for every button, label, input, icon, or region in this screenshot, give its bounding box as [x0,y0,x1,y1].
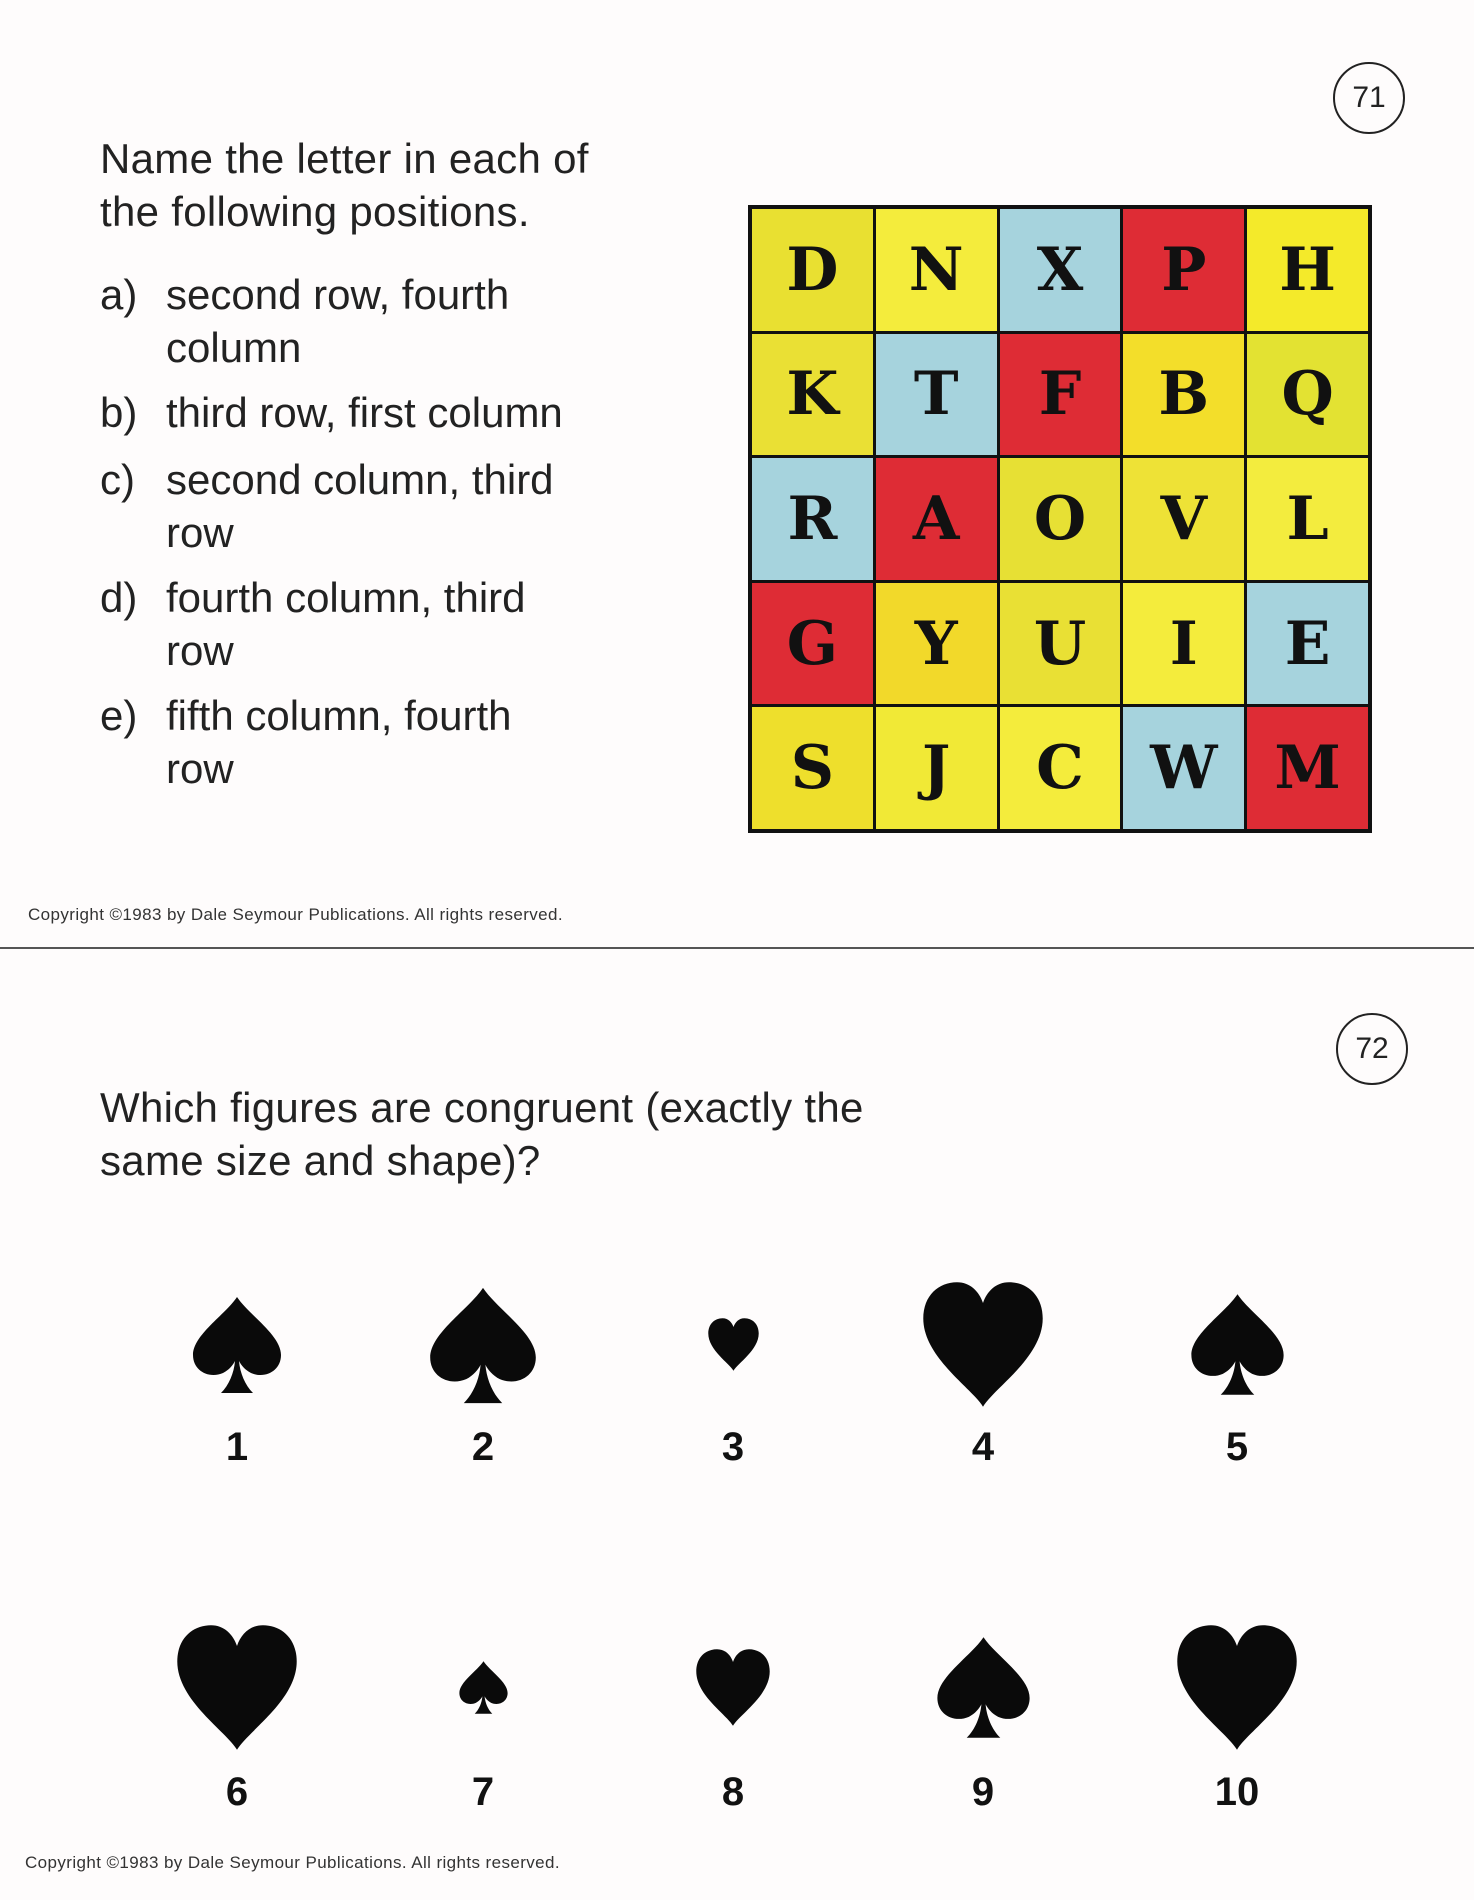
letter-grid [748,205,1372,833]
grid-cell: B [1123,334,1244,456]
grid-cell: V [1123,458,1244,580]
grid-cell: I [1123,583,1244,705]
spade-shape [459,1662,507,1715]
card-number-badge [1336,1013,1408,1085]
grid-cell: X [1000,209,1121,331]
figure-number: 5 [1225,1425,1249,1469]
figure-number: 6 [225,1770,249,1814]
grid-cell: O [1000,458,1121,580]
spade-icon [1185,1290,1290,1399]
question-text-cont: row [166,509,234,556]
grid-cell: W [1123,707,1244,829]
spade-icon [187,1293,287,1397]
spade-shape [193,1297,281,1393]
question-label: a) [100,271,138,318]
question-text: fourth column, third [166,574,526,621]
grid-cell: N [876,209,997,331]
grid-cell: C [1000,707,1121,829]
grid-cell: U [1000,583,1121,705]
heart-icon [1172,1620,1302,1755]
figure-number: 7 [471,1770,495,1814]
heart-shape [1177,1626,1296,1751]
grid-cell: K [752,334,873,456]
question-text: fifth column, fourth [166,692,512,739]
spade-icon [456,1659,511,1716]
heart-shape [696,1650,769,1727]
card-prompt [100,1081,864,1187]
spade-shape [430,1287,536,1402]
prompt-line-1: Name the letter in each of [100,135,589,182]
grid-cell: T [876,334,997,456]
heart-icon [693,1646,773,1729]
spade-shape [937,1638,1029,1739]
question-text: second column, third [166,456,554,503]
heart-icon [172,1620,302,1755]
figure-number: 2 [471,1425,495,1469]
heart-icon [918,1277,1048,1412]
question-label: d) [100,574,138,621]
grid-cell: S [752,707,873,829]
grid-cell: D [752,209,873,331]
grid-cell: L [1247,458,1368,580]
question-text: third row, first column [166,389,563,436]
grid-cell: R [752,458,873,580]
card-72 [0,949,1474,1900]
question-label: c) [100,456,135,503]
grid-cell: J [876,707,997,829]
card-number-badge [1333,62,1405,134]
figure-number: 9 [971,1770,995,1814]
question-text-cont: row [166,745,234,792]
question-label: e) [100,692,138,739]
copyright-notice: Copyright ©1983 by Dale Seymour Publications. All rights reserved. [28,905,564,924]
heart-shape [708,1319,758,1372]
prompt-line-2: same size and shape)? [100,1137,541,1184]
grid-cell: F [1000,334,1121,456]
figure-number: 1 [225,1425,249,1469]
card-71 [0,0,1474,948]
grid-cell: Y [876,583,997,705]
prompt-line-2: the following positions. [100,188,530,235]
heart-shape [923,1283,1042,1408]
grid-cell: M [1247,707,1368,829]
spade-shape [1191,1295,1283,1396]
grid-cell: P [1123,209,1244,331]
question-text: second row, fourth [166,271,510,318]
card-prompt [100,132,589,238]
grid-cell: E [1247,583,1368,705]
prompt-line-1: Which figures are congruent (exactly the [100,1084,864,1131]
copyright-notice: Copyright ©1983 by Dale Seymour Publications. All rights reserved. [25,1853,561,1872]
spade-icon [423,1283,543,1408]
question-label: b) [100,389,138,436]
grid-cell: G [752,583,873,705]
grid-cell: A [876,458,997,580]
figure-number: 3 [721,1425,745,1469]
card-number: 71 [1352,81,1386,114]
question-text-cont: column [166,324,302,371]
card-number: 72 [1355,1032,1389,1065]
heart-shape [177,1626,296,1751]
figure-number: 10 [1214,1770,1260,1814]
grid-cell: H [1247,209,1368,331]
figure-number: 4 [971,1425,995,1469]
figure-number: 8 [721,1770,745,1814]
heart-icon [706,1316,761,1373]
spade-icon [931,1633,1036,1742]
grid-cell: Q [1247,334,1368,456]
question-text-cont: row [166,627,234,674]
